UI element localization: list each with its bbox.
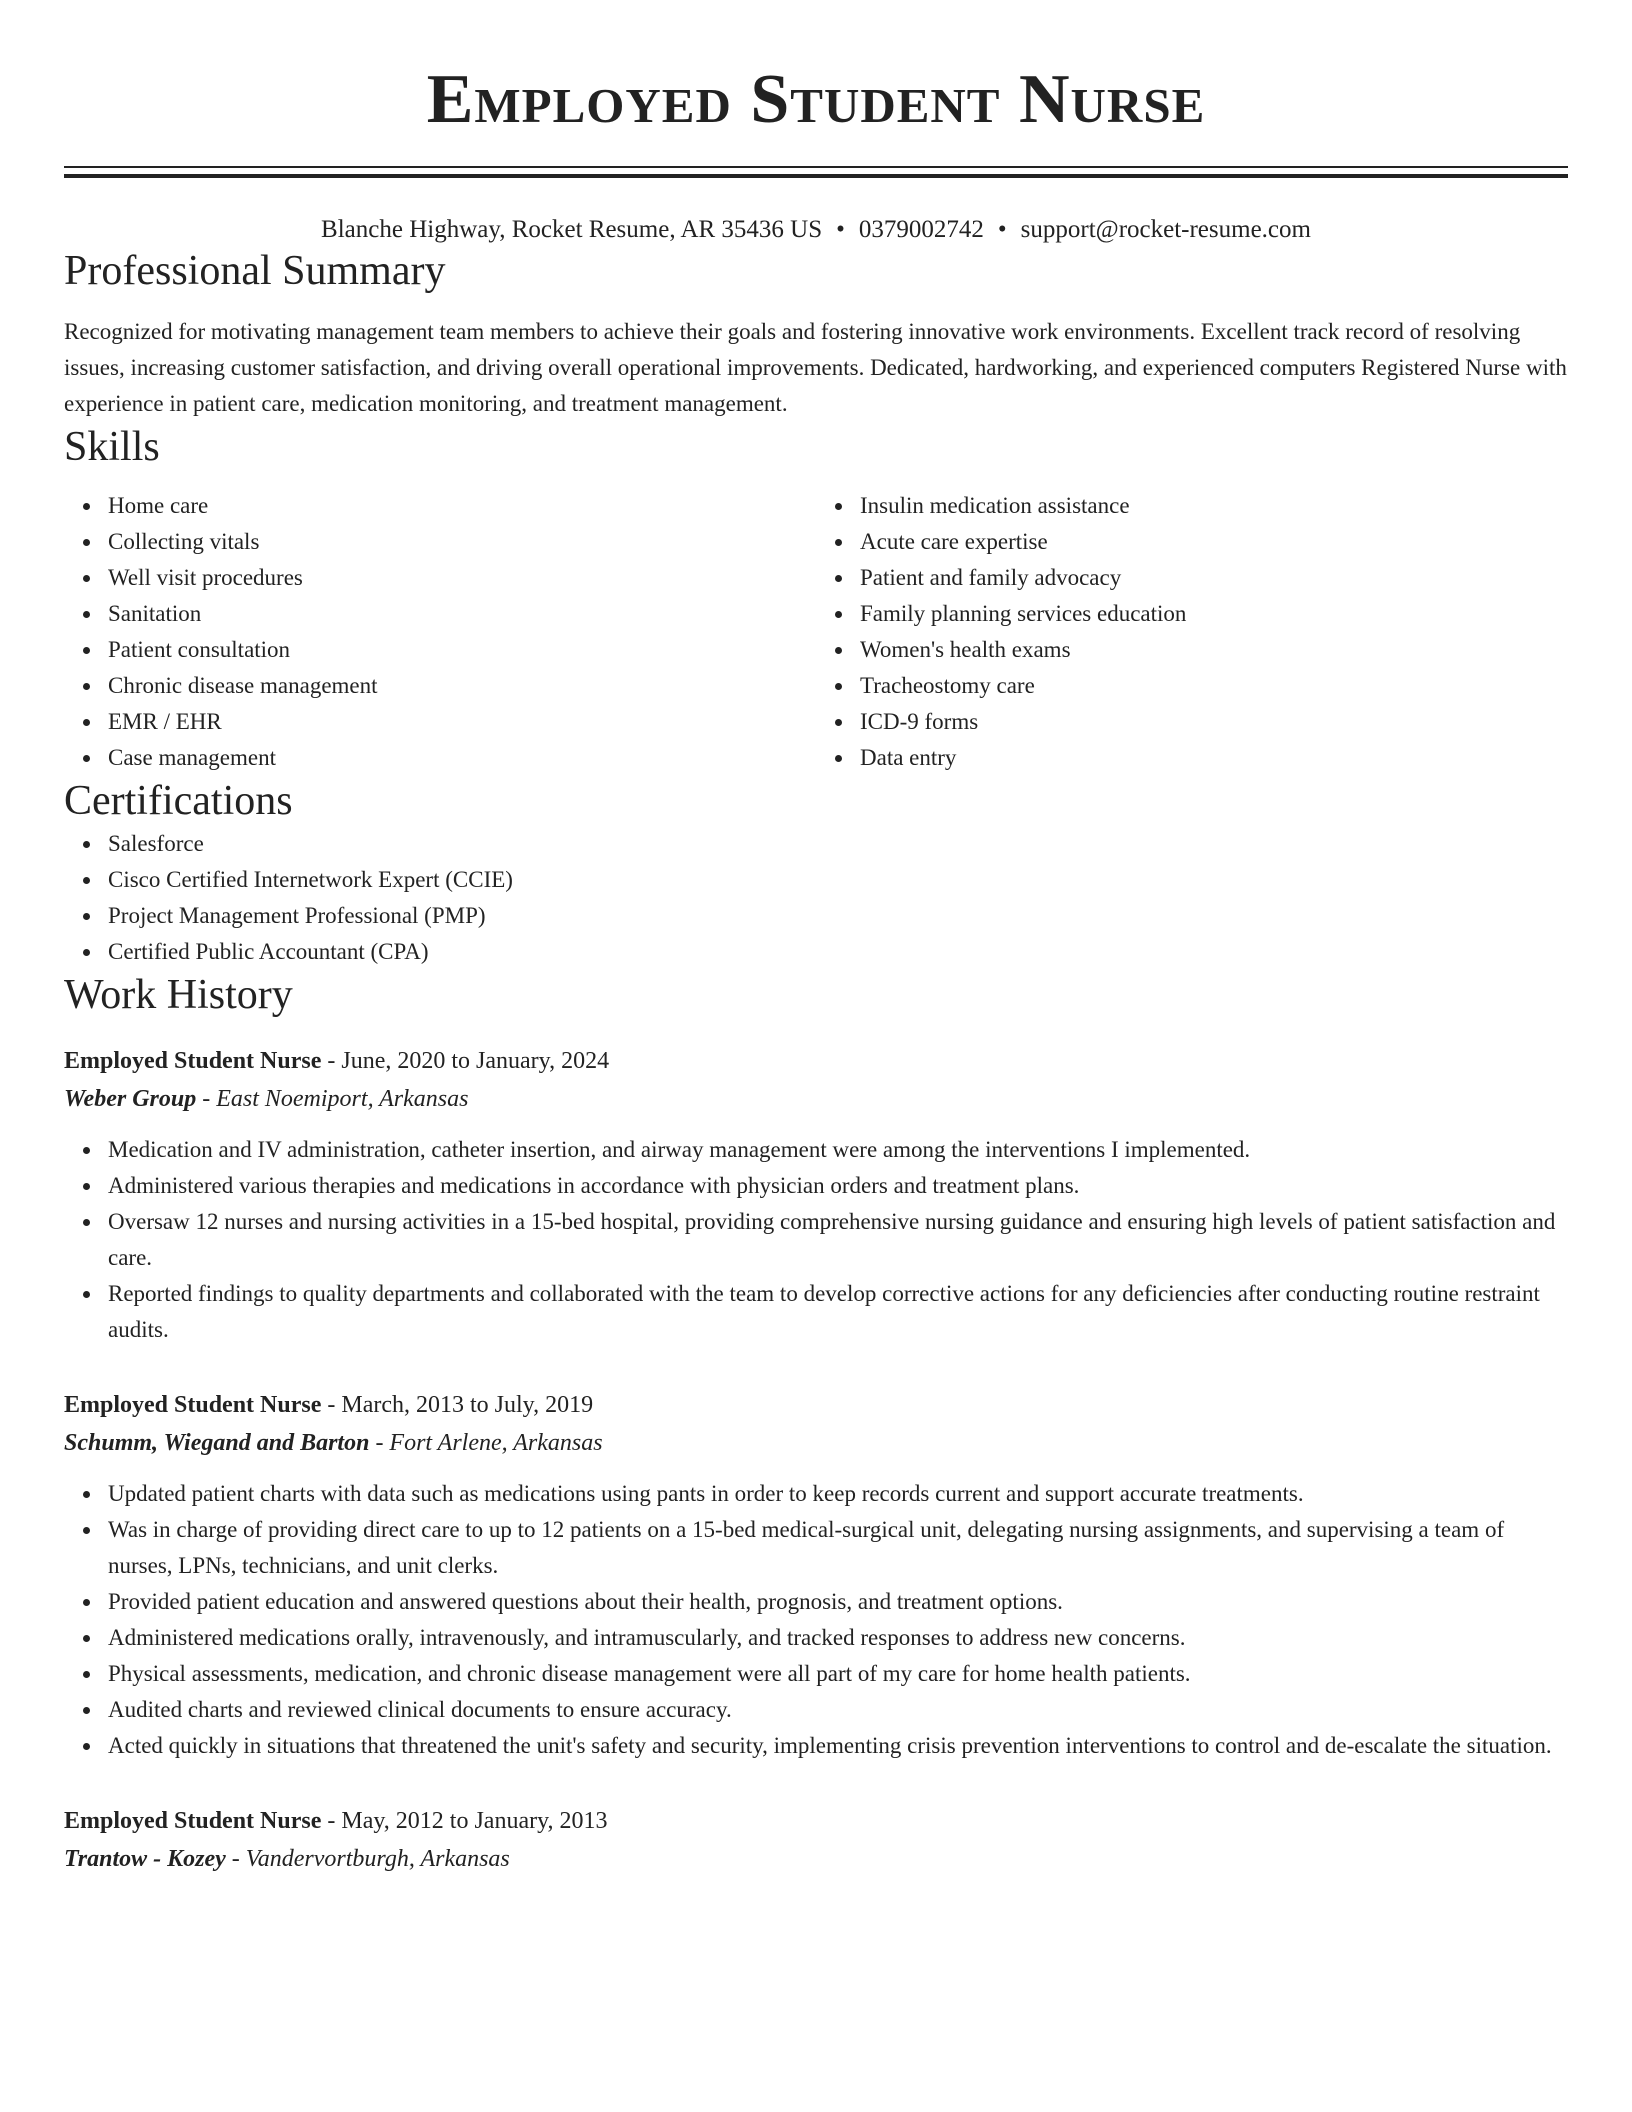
- certification-item: Cisco Certified Internetwork Expert (CCIE): [108, 862, 1568, 898]
- contact-line: [64, 214, 1568, 246]
- job-title-line: [64, 1386, 1568, 1424]
- job-duty-item: Reported findings to quality departments and collaborated with the team to develop corrective actions for any deficiencies after conducting routine restraint audits.: [108, 1276, 1568, 1348]
- contact-phone: 0379002742: [858, 216, 984, 243]
- skill-item: Patient consultation: [108, 632, 816, 668]
- job-company: Weber Group: [64, 1086, 197, 1112]
- job-role: Employed Student Nurse: [64, 1392, 322, 1418]
- certification-item: Salesforce: [108, 826, 1568, 862]
- job-location: - Vandervortburgh, Arkansas: [225, 1846, 510, 1872]
- skill-item: Case management: [108, 740, 816, 776]
- skills-heading: Skills: [64, 424, 160, 470]
- contact-separator: •: [997, 216, 1007, 243]
- resume-title: Employed Student Nurse: [426, 61, 1206, 138]
- certification-item: Certified Public Accountant (CPA): [108, 934, 1568, 970]
- job-duties: [64, 1476, 1568, 1764]
- summary-heading: Professional Summary: [64, 248, 446, 294]
- skill-item: Women's health exams: [860, 632, 1568, 668]
- certifications-heading: Certifications: [64, 778, 293, 824]
- skill-item: Data entry: [860, 740, 1568, 776]
- job-dates: - June, 2020 to January, 2024: [321, 1048, 610, 1074]
- job-title-line: [64, 1042, 1568, 1080]
- skill-item: EMR / EHR: [108, 704, 816, 740]
- job-entry: [64, 1042, 1568, 1348]
- job-company-line: [64, 1424, 1568, 1462]
- certification-item: Project Management Professional (PMP): [108, 898, 1568, 934]
- job-location: - East Noemiport, Arkansas: [196, 1086, 469, 1112]
- job-role: Employed Student Nurse: [64, 1808, 322, 1834]
- skill-item: ICD-9 forms: [860, 704, 1568, 740]
- job-duty-item: Administered various therapies and medications in accordance with physician orders and treatment plans.: [108, 1168, 1568, 1204]
- skill-item: Chronic disease management: [108, 668, 816, 704]
- job-company: Trantow - Kozey: [64, 1846, 226, 1872]
- skills-columns: [64, 488, 1568, 776]
- skill-item: Collecting vitals: [108, 524, 816, 560]
- skill-item: Patient and family advocacy: [860, 560, 1568, 596]
- job-duty-item: Was in charge of providing direct care to up to 12 patients on a 15-bed medical-surgical unit, delegating nursing assignments, and supervising a team of nurses, LPNs, technicians, and unit clerks.: [108, 1512, 1568, 1584]
- job-duty-item: Acted quickly in situations that threatened the unit's safety and security, implementing crisis prevention interventions to control and de-escalate the situation.: [108, 1728, 1568, 1764]
- job-company: Schumm, Wiegand and Barton: [64, 1430, 370, 1456]
- job-duty-item: Updated patient charts with data such as medications using pants in order to keep records current and support accurate treatments.: [108, 1476, 1568, 1512]
- skill-item: Well visit procedures: [108, 560, 816, 596]
- job-company-line: [64, 1840, 1568, 1878]
- title-rule-thin: [64, 166, 1568, 168]
- job-company-line: [64, 1080, 1568, 1118]
- job-duty-item: Provided patient education and answered questions about their health, prognosis, and treatment options.: [108, 1584, 1568, 1620]
- skill-item: Home care: [108, 488, 816, 524]
- job-duty-item: Audited charts and reviewed clinical documents to ensure accuracy.: [108, 1692, 1568, 1728]
- job-entry: [64, 1386, 1568, 1764]
- job-entry: [64, 1802, 1568, 1878]
- job-dates: - March, 2013 to July, 2019: [321, 1392, 594, 1418]
- title-rule-thick: [64, 174, 1568, 178]
- skills-left-column: [64, 488, 816, 776]
- contact-address: Blanche Highway, Rocket Resume, AR 35436 US: [321, 216, 823, 243]
- job-duty-item: Administered medications orally, intravenously, and intramuscularly, and tracked responses to address new concerns.: [108, 1620, 1568, 1656]
- certifications-list: [64, 826, 1568, 970]
- skill-item: Family planning services education: [860, 596, 1568, 632]
- contact-email: support@rocket-resume.com: [1020, 216, 1311, 243]
- work-history-heading: Work History: [64, 972, 293, 1018]
- job-location: - Fort Arlene, Arkansas: [369, 1430, 603, 1456]
- job-duty-item: Oversaw 12 nurses and nursing activities in a 15-bed hospital, providing comprehensive nursing guidance and ensuring high levels of patient satisfaction and care.: [108, 1204, 1568, 1276]
- job-role: Employed Student Nurse: [64, 1048, 322, 1074]
- summary-text: Recognized for motivating management team members to achieve their goals and fostering innovative work environments. Excellent track record of resolving issues, increasing customer satisfaction, and driving overall operational improvements. Dedicated, hardworking, and experienced computers Registered Nurse with experience in patient care, medication monitoring, and treatment management.: [64, 319, 1567, 416]
- job-duties: [64, 1132, 1568, 1348]
- job-dates: - May, 2012 to January, 2013: [321, 1808, 608, 1834]
- skill-item: Acute care expertise: [860, 524, 1568, 560]
- skill-item: Insulin medication assistance: [860, 488, 1568, 524]
- contact-separator: •: [836, 216, 845, 243]
- job-duty-item: Physical assessments, medication, and chronic disease management were all part of my care for home health patients.: [108, 1656, 1568, 1692]
- job-title-line: [64, 1802, 1568, 1840]
- skills-right-column: [816, 488, 1568, 776]
- skill-item: Tracheostomy care: [860, 668, 1568, 704]
- skill-item: Sanitation: [108, 596, 816, 632]
- job-duty-item: Medication and IV administration, catheter insertion, and airway management were among the interventions I implemented.: [108, 1132, 1568, 1168]
